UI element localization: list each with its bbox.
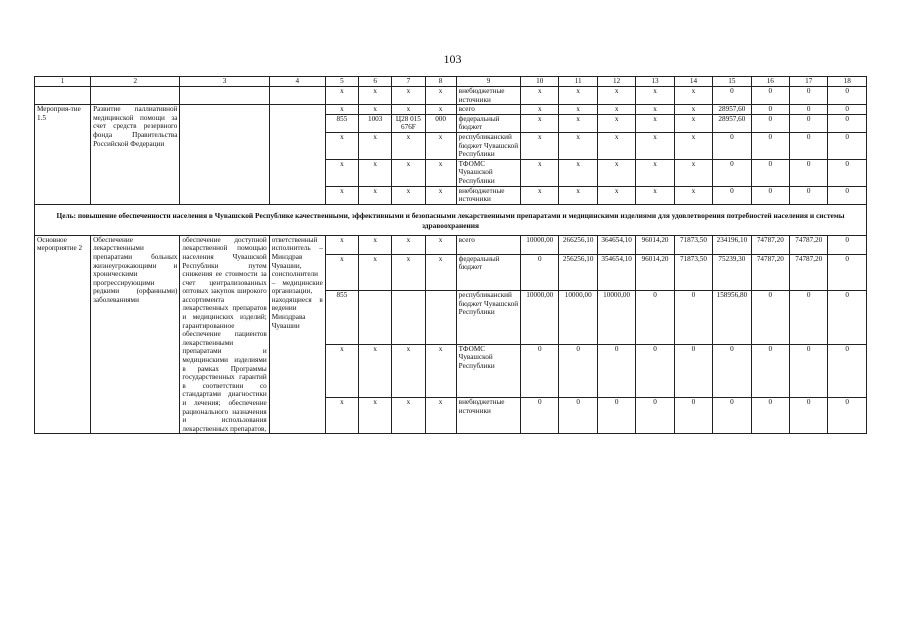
- amount-cell: х: [597, 132, 635, 159]
- responsible-cell: ответственный исполнитель – Минздрав Чувашии, соисполнители – медицинские организации, находящиеся в ведении Минздрава Чувашии: [269, 235, 325, 434]
- amount-cell: 96014,20: [636, 235, 674, 254]
- amount-cell: 10000,00: [559, 291, 597, 344]
- column-number: 14: [674, 77, 712, 87]
- amount-cell: 0: [790, 291, 828, 344]
- code-cell: х: [359, 344, 392, 397]
- code-cell: х: [359, 132, 392, 159]
- amount-cell: 234196,10: [713, 235, 751, 254]
- amount-cell: 0: [521, 344, 559, 397]
- column-numbers-row: [35, 77, 867, 87]
- code-cell: х: [425, 87, 456, 105]
- funding-source-cell: ТФОМС Чувашской Республики: [456, 344, 520, 397]
- amount-cell: 0: [713, 186, 751, 204]
- amount-cell: 0: [751, 114, 789, 132]
- funding-source-cell: внебюджетные источники: [456, 186, 520, 204]
- column-number: 7: [392, 77, 425, 87]
- amount-cell: х: [521, 186, 559, 204]
- amount-cell: 0: [828, 132, 867, 159]
- amount-cell: 0: [828, 291, 867, 344]
- amount-cell: х: [559, 186, 597, 204]
- empty-cell: [180, 105, 269, 205]
- column-number: 8: [425, 77, 456, 87]
- column-number: 4: [269, 77, 325, 87]
- amount-cell: 0: [751, 186, 789, 204]
- code-cell: х: [425, 235, 456, 254]
- amount-cell: 0: [713, 159, 751, 186]
- code-cell: х: [359, 105, 392, 115]
- amount-cell: 10000,00: [597, 291, 635, 344]
- amount-cell: 0: [713, 398, 751, 434]
- amount-cell: 0: [828, 398, 867, 434]
- amount-cell: 0: [790, 398, 828, 434]
- amount-cell: х: [521, 159, 559, 186]
- column-number: 6: [359, 77, 392, 87]
- empty-cell: [35, 87, 91, 105]
- table-row: [35, 87, 867, 105]
- code-cell: х: [392, 344, 425, 397]
- amount-cell: 74787,20: [751, 254, 789, 290]
- funding-source-cell: ТФОМС Чувашской Республики: [456, 159, 520, 186]
- code-cell: х: [392, 398, 425, 434]
- amount-cell: 74787,20: [790, 254, 828, 290]
- code-cell: х: [325, 254, 358, 290]
- amount-cell: х: [674, 114, 712, 132]
- code-cell: х: [325, 344, 358, 397]
- code-cell: х: [359, 159, 392, 186]
- amount-cell: 0: [790, 159, 828, 186]
- amount-cell: 0: [713, 132, 751, 159]
- table-row: [35, 105, 867, 115]
- code-cell: х: [359, 186, 392, 204]
- empty-cell: [269, 87, 325, 105]
- code-cell: х: [392, 132, 425, 159]
- amount-cell: 0: [597, 344, 635, 397]
- code-cell: х: [425, 186, 456, 204]
- column-number: 3: [180, 77, 269, 87]
- code-cell: х: [392, 186, 425, 204]
- amount-cell: х: [521, 87, 559, 105]
- amount-cell: 158956,80: [713, 291, 751, 344]
- column-number: 2: [91, 77, 180, 87]
- code-cell: х: [392, 235, 425, 254]
- amount-cell: 0: [636, 344, 674, 397]
- amount-cell: 71873,50: [674, 235, 712, 254]
- column-number: 10: [521, 77, 559, 87]
- code-cell: х: [359, 398, 392, 434]
- code-cell: х: [325, 105, 358, 115]
- amount-cell: 0: [828, 159, 867, 186]
- code-cell: х: [325, 159, 358, 186]
- amount-cell: 0: [713, 87, 751, 105]
- code-cell: х: [325, 87, 358, 105]
- amount-cell: 0: [636, 398, 674, 434]
- amount-cell: 0: [521, 398, 559, 434]
- code-cell: х: [425, 159, 456, 186]
- column-number: 5: [325, 77, 358, 87]
- amount-cell: 0: [828, 344, 867, 397]
- code-cell: х: [392, 159, 425, 186]
- amount-cell: 0: [790, 87, 828, 105]
- amount-cell: 0: [751, 398, 789, 434]
- amount-cell: 0: [559, 398, 597, 434]
- amount-cell: 0: [828, 186, 867, 204]
- amount-cell: 0: [751, 132, 789, 159]
- amount-cell: 0: [751, 291, 789, 344]
- amount-cell: х: [674, 105, 712, 115]
- amount-cell: 0: [790, 105, 828, 115]
- amount-cell: х: [521, 105, 559, 115]
- amount-cell: х: [636, 105, 674, 115]
- amount-cell: 256256,10: [559, 254, 597, 290]
- code-cell: [359, 291, 392, 344]
- amount-cell: 0: [751, 344, 789, 397]
- amount-cell: 0: [713, 344, 751, 397]
- column-number: 11: [559, 77, 597, 87]
- amount-cell: 10000,00: [521, 235, 559, 254]
- amount-cell: х: [674, 159, 712, 186]
- amount-cell: 0: [828, 235, 867, 254]
- amount-cell: х: [521, 132, 559, 159]
- amount-cell: 0: [751, 105, 789, 115]
- amount-cell: 0: [521, 254, 559, 290]
- amount-cell: 0: [828, 254, 867, 290]
- funding-source-cell: федеральный бюджет: [456, 254, 520, 290]
- amount-cell: х: [674, 132, 712, 159]
- event-name-cell: Мероприя-тие 1.5: [35, 105, 91, 205]
- event-title-cell: Обеспечение лекарственными препаратами больных жизнеугрожающими и хроническими прогрессирующими редкими (орфанными) заболеваниями: [91, 235, 180, 434]
- column-number: 13: [636, 77, 674, 87]
- code-cell: х: [325, 186, 358, 204]
- amount-cell: 0: [597, 398, 635, 434]
- code-cell: х: [425, 254, 456, 290]
- amount-cell: х: [597, 114, 635, 132]
- amount-cell: 0: [828, 87, 867, 105]
- code-cell: х: [392, 105, 425, 115]
- amount-cell: х: [636, 132, 674, 159]
- amount-cell: 0: [790, 344, 828, 397]
- amount-cell: х: [636, 87, 674, 105]
- code-cell: 000: [425, 114, 456, 132]
- amount-cell: 28957,60: [713, 114, 751, 132]
- empty-cell: [269, 105, 325, 205]
- amount-cell: х: [597, 87, 635, 105]
- event-title-cell: Развитие паллиативной медицинской помощи за счет средств резервного фонда Правительства Российской Федерации: [91, 105, 180, 205]
- column-number: 15: [713, 77, 751, 87]
- code-cell: х: [392, 87, 425, 105]
- amount-cell: х: [636, 186, 674, 204]
- column-number: 18: [828, 77, 867, 87]
- code-cell: х: [325, 132, 358, 159]
- amount-cell: х: [559, 159, 597, 186]
- amount-cell: 0: [674, 344, 712, 397]
- funding-source-cell: всего: [456, 105, 520, 115]
- event-name-cell: Основное мероприятие 2: [35, 235, 91, 434]
- funding-source-cell: федеральный бюджет: [456, 114, 520, 132]
- column-number: 17: [790, 77, 828, 87]
- amount-cell: х: [559, 132, 597, 159]
- code-cell: 855: [325, 291, 358, 344]
- code-cell: х: [425, 132, 456, 159]
- code-cell: 1003: [359, 114, 392, 132]
- amount-cell: 0: [636, 291, 674, 344]
- amount-cell: 0: [559, 344, 597, 397]
- amount-cell: 266256,10: [559, 235, 597, 254]
- funding-source-cell: внебюджетные источники: [456, 87, 520, 105]
- amount-cell: 0: [790, 114, 828, 132]
- code-cell: х: [359, 87, 392, 105]
- code-cell: х: [359, 235, 392, 254]
- amount-cell: 74787,20: [751, 235, 789, 254]
- amount-cell: х: [597, 159, 635, 186]
- code-cell: 855: [325, 114, 358, 132]
- code-cell: х: [359, 254, 392, 290]
- amount-cell: х: [521, 114, 559, 132]
- column-number: 12: [597, 77, 635, 87]
- amount-cell: х: [674, 186, 712, 204]
- amount-cell: 0: [790, 132, 828, 159]
- amount-cell: х: [597, 105, 635, 115]
- program-financing-table: [34, 76, 867, 434]
- column-number: 16: [751, 77, 789, 87]
- code-cell: [392, 291, 425, 344]
- code-cell: х: [325, 235, 358, 254]
- amount-cell: 28957,60: [713, 105, 751, 115]
- amount-cell: 10000,00: [521, 291, 559, 344]
- amount-cell: 75239,30: [713, 254, 751, 290]
- amount-cell: 364654,10: [597, 235, 635, 254]
- event-description-cell: обеспечение доступной лекарственной помощью населения Чувашской Республики путем снижения ее стоимости за счет централизованных оптовых закупок широкого ассортимента лекарственных препаратов и медицинских изделий; гарантированное обеспечение пациентов лекарственными препаратами и медицинскими изделиями в рамках Программы государственных гарантий в соответствии со стандартами диагностики и лечения; обеспечение рационального назначения и использования лекарственных препаратов,: [180, 235, 269, 434]
- code-cell: Ц28 015 676F: [392, 114, 425, 132]
- amount-cell: х: [559, 87, 597, 105]
- funding-source-cell: внебюджетные источники: [456, 398, 520, 434]
- amount-cell: х: [597, 186, 635, 204]
- amount-cell: 0: [674, 291, 712, 344]
- code-cell: [425, 291, 456, 344]
- goal-row: [35, 204, 867, 235]
- funding-source-cell: республиканский бюджет Чувашской Республики: [456, 291, 520, 344]
- amount-cell: 0: [674, 398, 712, 434]
- column-number: 1: [35, 77, 91, 87]
- amount-cell: 354654,10: [597, 254, 635, 290]
- amount-cell: х: [559, 105, 597, 115]
- amount-cell: х: [636, 114, 674, 132]
- funding-source-cell: всего: [456, 235, 520, 254]
- amount-cell: х: [636, 159, 674, 186]
- column-number: 9: [456, 77, 520, 87]
- code-cell: х: [392, 254, 425, 290]
- amount-cell: 74787,20: [790, 235, 828, 254]
- table-row: [35, 235, 867, 254]
- amount-cell: 0: [828, 105, 867, 115]
- page-number: 103: [443, 52, 462, 66]
- amount-cell: 71873,50: [674, 254, 712, 290]
- funding-source-cell: республиканский бюджет Чувашской Республики: [456, 132, 520, 159]
- amount-cell: 0: [828, 114, 867, 132]
- amount-cell: 96014,20: [636, 254, 674, 290]
- code-cell: х: [425, 398, 456, 434]
- empty-cell: [91, 87, 180, 105]
- code-cell: х: [325, 398, 358, 434]
- amount-cell: х: [674, 87, 712, 105]
- amount-cell: 0: [751, 159, 789, 186]
- empty-cell: [180, 87, 269, 105]
- code-cell: х: [425, 344, 456, 397]
- code-cell: х: [425, 105, 456, 115]
- amount-cell: х: [559, 114, 597, 132]
- amount-cell: 0: [751, 87, 789, 105]
- amount-cell: 0: [790, 186, 828, 204]
- goal-text: Цель: повышение обеспеченности населения в Чувашской Республике качественными, эффективными и безопасными лекарственными препаратами и медицинскими изделиями для удовлетворения потребностей населения и системы здравоохранения: [35, 204, 867, 235]
